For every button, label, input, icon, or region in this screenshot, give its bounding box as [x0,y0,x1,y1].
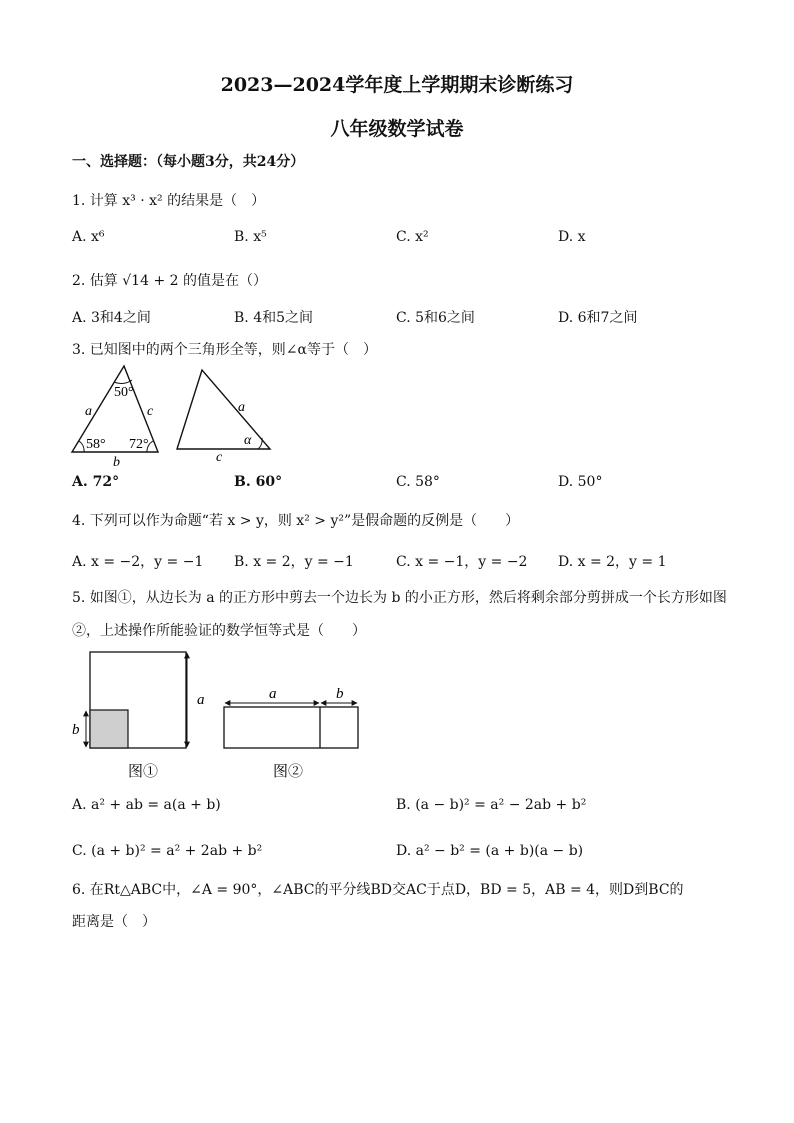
q5-option-a: A. a² + ab = a(a + b) [72,797,221,813]
question-4-stem: 4. 下列可以作为命题“若 x > y，则 x² > y²”是假命题的反例是（ ） [72,513,520,529]
q2-option-c: C. 5和6之间 [396,310,475,326]
q5-option-b: B. (a − b)² = a² − 2ab + b² [396,797,587,813]
question-1-stem: 1. 计算 x³ · x² 的结果是（ ） [72,193,266,209]
triangle-1-left-arc [79,441,84,452]
q2-option-d: D. 6和7之间 [558,310,638,326]
fig2-b-label: b [336,686,344,702]
q3-option-d: D. 50° [558,474,603,490]
angle-58-label: 58° [86,437,106,452]
q1-option-b: B. x⁵ [234,229,267,245]
page-title: 2023—2024学年度上学期期末诊断练习 [220,74,574,96]
question-6-stem-line1: 6. 在Rt△ABC中，∠A = 90°，∠ABC的平分线BD交AC于点D，BD = 5，AB = 4，则D到BC的 [72,882,684,898]
fig1-a-label: a [197,692,205,708]
q4-option-d: D. x = 2，y = 1 [558,554,667,570]
q1-option-a: A. x⁶ [72,229,105,245]
question-2-stem: 2. 估算 √14 + 2 的值是在（） [72,273,267,289]
side-a-label: a [85,404,92,419]
q5-option-c: C. (a + b)² = a² + 2ab + b² [72,843,263,859]
t2-alpha-label: α [244,433,252,448]
t2-side-c-label: c [216,450,223,465]
question-6-stem-line2: 距离是（ ） [72,914,156,930]
q3-option-c: C. 58° [396,474,440,490]
q3-triangles-figure [68,360,278,470]
q5-squares-figure [66,645,366,785]
q1-option-c: C. x² [396,229,429,245]
question-5-stem-line1: 5. 如图①，从边长为 a 的正方形中剪去一个边长为 b 的小正方形，然后将剩余部分剪拼成一个长方形如图 [72,590,727,606]
q4-option-a: A. x = −2，y = −1 [72,554,204,570]
fig2-caption: 图② [273,764,304,780]
q2-option-a: A. 3和4之间 [72,310,151,326]
question-5-stem-line2: ②，上述操作所能验证的数学恒等式是（ ） [72,623,366,639]
t2-side-a-label: a [238,400,245,415]
fig2-a-label: a [269,686,277,702]
page-subtitle: 八年级数学试卷 [330,118,464,140]
fig1-caption: 图① [128,764,159,780]
question-3-stem: 3. 已知图中的两个三角形全等，则∠α等于（ ） [72,342,377,358]
side-c-label: c [147,404,154,419]
triangle-2 [177,370,270,449]
angle-50-label: 50° [114,385,134,400]
q5-option-d: D. a² − b² = (a + b)(a − b) [396,843,584,859]
fig1-small-square [90,710,128,748]
q2-option-b: B. 4和5之间 [234,310,314,326]
section-heading: 一、选择题：（每小题3分，共24分） [72,154,305,170]
q4-option-c: C. x = −1，y = −2 [396,554,528,570]
side-b-label: b [113,455,120,470]
q3-option-b: B. 60° [234,474,283,490]
q1-option-d: D. x [558,229,586,245]
fig2-rectangle [224,707,358,748]
angle-72-label: 72° [129,437,149,452]
q3-option-a: A. 72° [72,474,120,490]
fig1-b-label: b [72,722,80,738]
q4-option-b: B. x = 2，y = −1 [234,554,354,570]
